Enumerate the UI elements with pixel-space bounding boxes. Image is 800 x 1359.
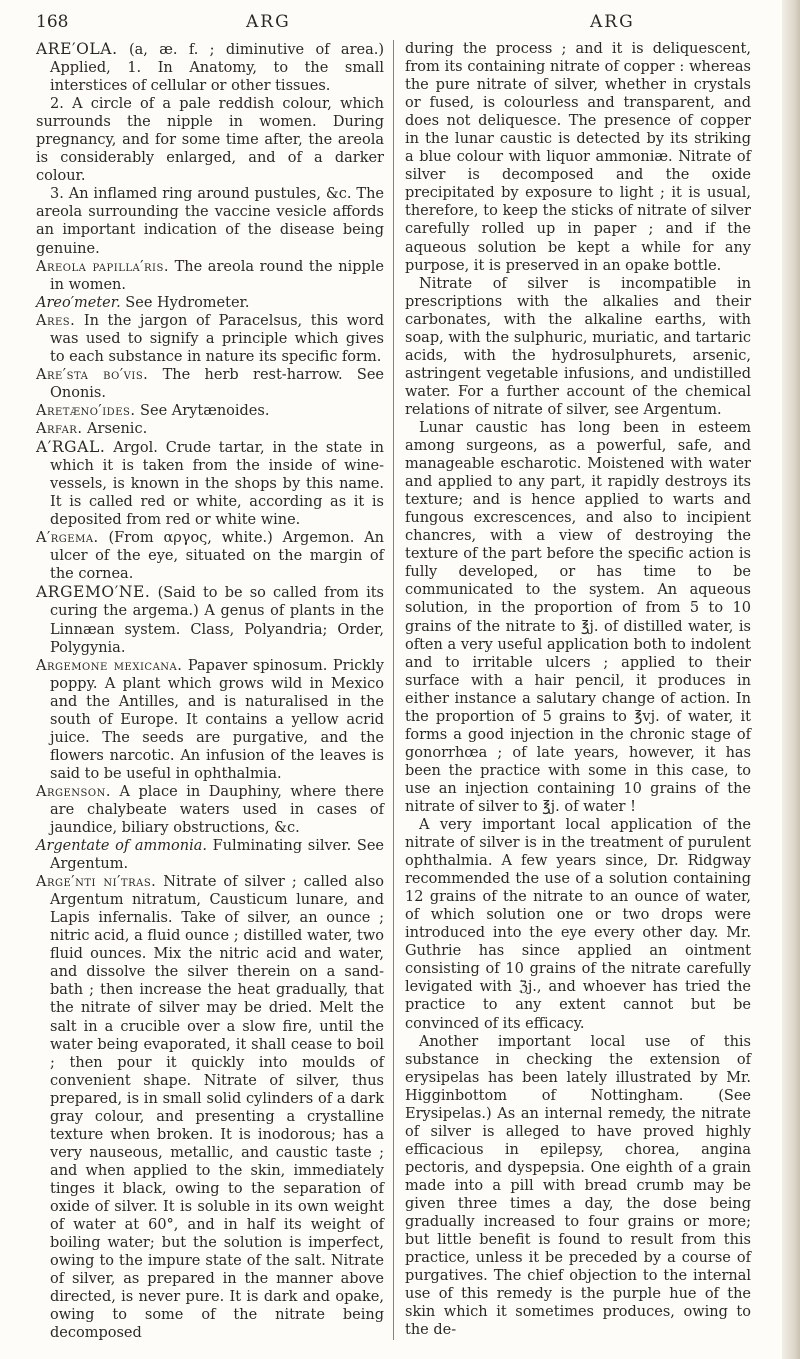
entry-text: The herb rest-harrow. See Ononis. (50, 366, 384, 401)
page-edge-shadow (782, 0, 800, 1359)
headword: Argenson. (36, 783, 111, 800)
headword: Arfar. (36, 420, 83, 437)
headword: A′rgema. (36, 530, 99, 547)
running-head-left: ARG (246, 12, 291, 32)
entry-text: Arsenic. (82, 420, 148, 437)
entry-text: Argol. Crude tartar, in the state in which it is taken from the inside of wine-vessels, is known in the shops by this name. It is called red or white, according as it is deposited from red or white wine. (50, 440, 384, 529)
entry-areola-sense-2 (36, 95, 384, 185)
paragraph-text: A very important local application of the nitrate of silver is in the treatment of purulent ophthalmia. A few years since, Dr. Ridgway recommended the use of a solution containing 12 grains of the nitrate to an ounce of water, of which solution one or two drops were introduced into the eye every other day. Mr. Guthrie has since applied an ointment consisting of 10 grains of the nitrate carefully levigated with ℨj., and whoever has tried the practice to any extent cannot but be convinced of its efficacy. (405, 817, 751, 1032)
entry-argentate-of-ammonia (36, 837, 384, 873)
entry-argal (36, 438, 384, 529)
paragraph-text: Lunar caustic has long been in esteem among surgeons, as a powerful, safe, and manageable escharotic. Moistened with water and applied to any part, it rapidly destroys its texture; and is hence applied to warts and fungous excrescences, and also to incipient chancres, with a view of destroying the texture of the part before the specific action is fully developed, or has time to be communicated to the system. An aqueous solution, in the proportion of from 5 to 10 grains of the nitrate to ℥j. of distilled water, is often a very useful application both to indolent and to irritable ulcers ; applied to their surface with a hair pencil, it produces in either instance a salutary change of action. In the proportion of 5 grains to ℥vj. of water, it forms a good injection in the chronic stage of gonorrhœa ; of late years, however, it has been the practice with some in this case, to use an injection containing 10 grains of the nitrate of silver to ℥j. of water ! (405, 419, 751, 815)
entry-text: Papaver spinosum. Prickly poppy. A plant which grows wild in Mexico and the Antilles, and is naturalised in the south of Europe. It contains a yellow acrid juice. The seeds are purgative, and the flowers narcotic. An infusion of the leaves is said to be useful in ophthalmia. (50, 657, 384, 782)
entry-text: 3. An inflamed ring around pustules, &c. The areola surrounding the vaccine vesicle affords an important indication of the disease being genuine. (36, 186, 384, 257)
entry-text: The areola round the nipple in women. (50, 258, 385, 293)
entry-argenson (36, 783, 384, 837)
entry-argema (36, 529, 384, 583)
page-number: 168 (36, 12, 69, 32)
entry-text: (a, æ. f. ; diminutive of area.) Applied, 1. In Anatomy, to the small interstices of cellular or other tissues. (50, 42, 384, 95)
paragraph-ophthalmia (405, 816, 751, 1033)
headword: A′RGAL. (36, 438, 106, 457)
paragraph-lunar-caustic (405, 419, 751, 816)
headword: Areo′meter. (36, 294, 121, 311)
entry-text: Nitrate of silver ; called also Argentum nitratum, Causticum lunare, and Lapis infernalis. Take of silver, an ounce ; nitric acid, a fluid ounce ; distilled water, two fluid ounces. Mix the nitric acid and water, and dissolve the silver therein on a sand-bath ; then increase the heat gradually, that the nitrate of silver may be dried. Melt the salt in a crucible over a slow fire, until the water being evaporated, it shall cease to boil ; then pour it quickly into moulds of convenient shape. Nitrate of silver, thus prepared, is in small solid cylinders of a dark gray colour, and presenting a crystalline texture when broken. It is inodorous; has a very nauseous, metallic, and caustic taste ; and when applied to the skin, immediately tinges it black, owing to the separation of oxide of silver. It is soluble in its own weight of water at 60°, and in half its weight of boiling water; but the solution is imperfect, owing to the impure state of the salt. Nitrate of silver, as prepared in the manner above directed, is never pure. It is dark and opake, owing to some of the nitrate being decomposed (50, 874, 384, 1342)
entry-argemone (36, 583, 384, 656)
paragraph-text: Another important local use of this substance in checking the extension of erysipelas has been lately illustrated by Mr. Higginbottom of Nottingham. (See Erysipelas.) As an internal remedy, the nitrate of silver is alleged to have proved highly efficacious in epilepsy, chorea, angina pectoris, and dyspepsia. One eighth of a grain made into a pill with bread crumb may be given three times a day, the dose being gradually increased to four grains or more; but little benefit is found to result from this practice, unless it be preceded by a course of purgatives. The chief objection to the internal use of this remedy is the purple hue of the skin which it sometimes produces, owing to the de- (405, 1033, 751, 1339)
entry-argenti-nitras (36, 873, 384, 1342)
page-header (36, 8, 770, 42)
headword: Aretæno′ides. (36, 402, 136, 419)
entry-areometer (36, 294, 384, 312)
headword: ARGEMO′NE. (36, 583, 151, 602)
entry-text: 2. A circle of a pale reddish colour, which surrounds the nipple in women. During pregnancy, and for some time after, the areola is considerably enlarged, and of a darker colour. (36, 96, 384, 185)
headword: Are′sta bo′vis. (36, 366, 149, 383)
entry-text: See Arytænoides. (135, 402, 270, 419)
headword: Ares. (36, 312, 76, 329)
entry-text: A place in Dauphiny, where there are chalybeate waters used in cases of jaundice, biliary obstructions, &c. (50, 783, 384, 837)
column-divider (393, 40, 394, 1340)
entry-text: See Hydrometer. (120, 294, 250, 311)
headword: Argemone mexicana. (36, 657, 183, 674)
headword: Arge′nti ni′tras. (36, 874, 157, 891)
entry-aretaenoides (36, 402, 384, 420)
right-column (405, 40, 751, 1339)
headword: Areola papilla′ris. (36, 258, 169, 275)
paragraph-text: during the process ; and it is deliquescent, from its containing nitrate of copper : whereas the pure nitrate of silver, whether in crystals or fused, is colourless and transparent, and does not deliquesce. The presence of copper in the lunar caustic is detected by its striking a blue colour with liquor ammoniæ. Nitrate of silver is decomposed and the oxide precipitated by exposure to light ; it is usual, therefore, to keep the sticks of nitrate of silver carefully rolled up in paper ; and if the aqueous solution be kept a while for any purpose, it is preserved in an opake bottle. (405, 41, 751, 274)
entry-arfar (36, 420, 384, 438)
entry-argemone-mexicana (36, 657, 384, 783)
entry-areola-sense-3 (36, 185, 384, 257)
paragraph-erysipelas (405, 1033, 751, 1340)
entry-areola-papillaris (36, 258, 384, 294)
running-head-right: ARG (590, 12, 635, 32)
headword: ARE′OLA. (36, 40, 118, 58)
entry-text: Fulminating silver. See Argentum. (50, 838, 384, 873)
entry-text: (From αργος, white.) Argemon. An ulcer of the eye, situated on the margin of the cornea. (50, 530, 384, 583)
entry-text: In the jargon of Paracelsus, this word was used to signify a principle which gives to each substance in nature its specific form. (50, 312, 384, 365)
entry-areola (36, 40, 384, 95)
paragraph-text: Nitrate of silver is incompatible in prescriptions with the alkalies and their carbonates, with the alkaline earths, with soap, with the sulphuric, muriatic, and tartaric acids, with the hydrosulphurets, arsenic, astringent vegetable infusions, and undistilled water. For a further account of the chemical relations of nitrate of silver, see Argentum. (405, 275, 751, 418)
left-column (36, 40, 384, 1342)
continued-paragraph (405, 40, 751, 275)
headword: Argentate of ammonia. (36, 838, 207, 855)
entry-ares (36, 312, 384, 366)
entry-aresta-bovis (36, 366, 384, 402)
entry-text: (Said to be so called from its curing the argema.) A genus of plants in the Linnæan system. Class, Polyandria; Order, Polygynia. (50, 585, 384, 656)
paragraph-incompatibilities (405, 275, 751, 419)
